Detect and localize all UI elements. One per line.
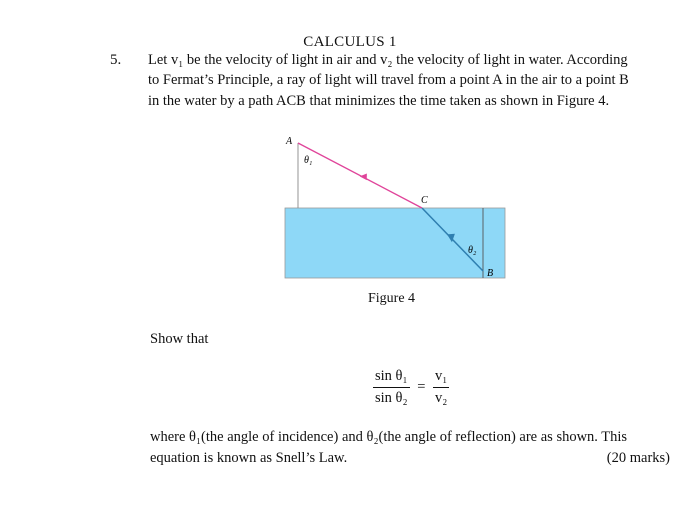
question-line-1: Let v₁ be the velocity of light in air and v₂ the velocity of light in water. According bbox=[148, 52, 628, 68]
lhs-numerator: sin θ₁ bbox=[373, 368, 410, 388]
question-line-2: to Fermat’s Principle, a ray of light will travel from a point A in the air to a point B bbox=[148, 72, 629, 88]
equals-sign: = bbox=[417, 379, 426, 395]
where-line-2: equation is known as Snell’s Law. bbox=[150, 450, 348, 466]
snells-law-equation bbox=[373, 368, 449, 407]
question-number: 5. bbox=[110, 52, 122, 68]
label-b: B bbox=[487, 268, 494, 279]
rhs-fraction bbox=[433, 368, 449, 407]
label-theta2: θ₂ bbox=[468, 245, 477, 256]
water-region bbox=[285, 208, 505, 278]
show-that-text: Show that bbox=[150, 331, 209, 347]
label-theta1: θ₁ bbox=[304, 155, 313, 166]
rhs-denominator: v₂ bbox=[435, 390, 448, 406]
label-c: C bbox=[421, 195, 428, 206]
figure-4-diagram bbox=[280, 133, 510, 283]
label-a: A bbox=[286, 136, 293, 147]
incident-ray bbox=[298, 143, 422, 208]
marks-label: (20 marks) bbox=[606, 450, 670, 466]
lhs-denominator: sin θ₂ bbox=[375, 390, 408, 406]
lhs-fraction bbox=[373, 368, 410, 407]
where-line-1: where θ₁(the angle of incidence) and θ₂(the angle of reflection) are as shown. This bbox=[150, 429, 628, 445]
rhs-numerator: v₁ bbox=[433, 368, 449, 388]
question-line-3: in the water by a path ACB that minimizes the time taken as shown in Figure 4. bbox=[148, 93, 610, 109]
page-header: CALCULUS 1 bbox=[303, 34, 397, 50]
figure-caption: Figure 4 bbox=[368, 291, 416, 306]
